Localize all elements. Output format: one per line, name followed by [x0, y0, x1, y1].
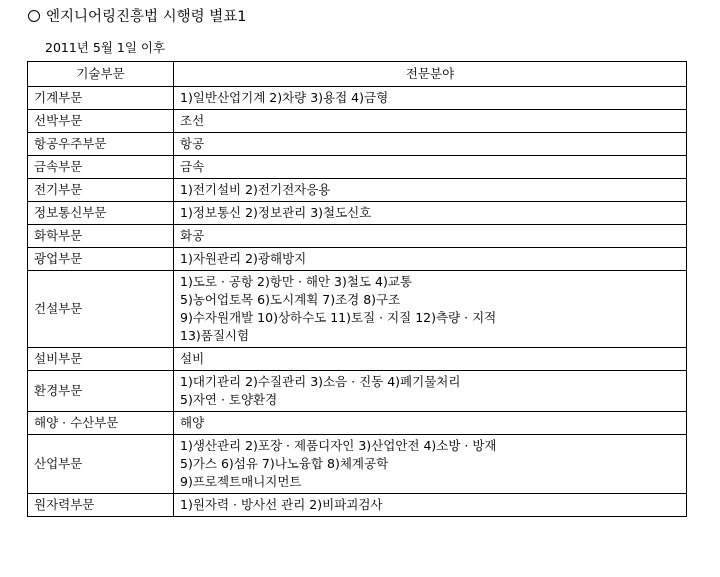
fields-cell — [174, 202, 687, 225]
circle-bullet-icon — [28, 10, 40, 22]
engineering-fields-table — [27, 61, 687, 517]
category-cell: 산업부문 — [28, 435, 174, 494]
table-row — [28, 371, 687, 412]
table-row — [28, 87, 687, 110]
field-line: 1)자원관리 2)광해방지 — [180, 251, 307, 266]
field-line: 5)농어업토목 6)도시계획 7)조경 8)구조 — [180, 292, 401, 307]
category-cell: 금속부문 — [28, 156, 174, 179]
category-cell: 화학부문 — [28, 225, 174, 248]
field-line: 9)수자원개발 10)상하수도 11)토질 · 지질 12)측량 · 지적 — [180, 310, 497, 325]
table-row — [28, 225, 687, 248]
table-header-row — [28, 62, 687, 87]
table-row — [28, 133, 687, 156]
fields-cell — [174, 87, 687, 110]
field-line: 해양 — [180, 415, 205, 430]
category-cell: 건설부문 — [28, 271, 174, 348]
fields-cell — [174, 412, 687, 435]
category-cell: 해양 · 수산부문 — [28, 412, 174, 435]
fields-cell — [174, 110, 687, 133]
field-line: 1)전기설비 2)전기전자응용 — [180, 182, 331, 197]
category-cell: 광업부문 — [28, 248, 174, 271]
category-cell: 정보통신부문 — [28, 202, 174, 225]
category-cell: 환경부문 — [28, 371, 174, 412]
field-line: 설비 — [180, 351, 205, 366]
table-row — [28, 202, 687, 225]
table-row — [28, 435, 687, 494]
category-cell: 원자력부문 — [28, 494, 174, 517]
field-line: 1)대기관리 2)수질관리 3)소음 · 진동 4)폐기물처리 — [180, 374, 461, 389]
category-cell: 설비부문 — [28, 348, 174, 371]
fields-cell — [174, 179, 687, 202]
field-line: 항공 — [180, 136, 205, 151]
header-fields: 전문분야 — [174, 62, 687, 87]
field-line: 13)품질시험 — [180, 328, 250, 343]
category-cell: 기계부문 — [28, 87, 174, 110]
fields-cell — [174, 435, 687, 494]
category-cell: 항공우주부문 — [28, 133, 174, 156]
fields-cell — [174, 371, 687, 412]
field-line: 1)도로 · 공항 2)항만 · 해안 3)철도 4)교통 — [180, 274, 412, 289]
header-category: 기술부문 — [28, 62, 174, 87]
field-line: 1)원자력 · 방사선 관리 2)비파괴검사 — [180, 497, 383, 512]
fields-cell — [174, 271, 687, 348]
table-row — [28, 110, 687, 133]
field-line: 금속 — [180, 159, 205, 174]
field-line: 화공 — [180, 228, 205, 243]
fields-cell — [174, 248, 687, 271]
table-body — [28, 87, 687, 517]
heading-text: 엔지니어링진흥법 시행령 별표1 — [46, 9, 247, 25]
field-line: 조선 — [180, 113, 205, 128]
field-line: 5)가스 6)섬유 7)나노융합 8)체계공학 — [180, 456, 389, 471]
category-cell: 선박부문 — [28, 110, 174, 133]
field-line: 9)프로젝트매니지먼트 — [180, 474, 302, 489]
table-row — [28, 156, 687, 179]
field-line: 1)정보통신 2)정보관리 3)철도신호 — [180, 205, 372, 220]
table-row — [28, 494, 687, 517]
table-row — [28, 179, 687, 202]
document-heading — [28, 7, 247, 27]
table-row — [28, 271, 687, 348]
field-line: 5)자연 · 토양환경 — [180, 392, 278, 407]
fields-cell — [174, 225, 687, 248]
table-row — [28, 348, 687, 371]
table-row — [28, 412, 687, 435]
fields-cell — [174, 494, 687, 517]
effective-date: 2011년 5월 1일 이후 — [45, 40, 166, 55]
field-line: 1)생산관리 2)포장 · 제품디자인 3)산업안전 4)소방 · 방재 — [180, 438, 497, 453]
table-row — [28, 248, 687, 271]
fields-cell — [174, 348, 687, 371]
fields-cell — [174, 156, 687, 179]
field-line: 1)일반산업기계 2)차량 3)용접 4)금형 — [180, 90, 389, 105]
fields-cell — [174, 133, 687, 156]
category-cell: 전기부문 — [28, 179, 174, 202]
